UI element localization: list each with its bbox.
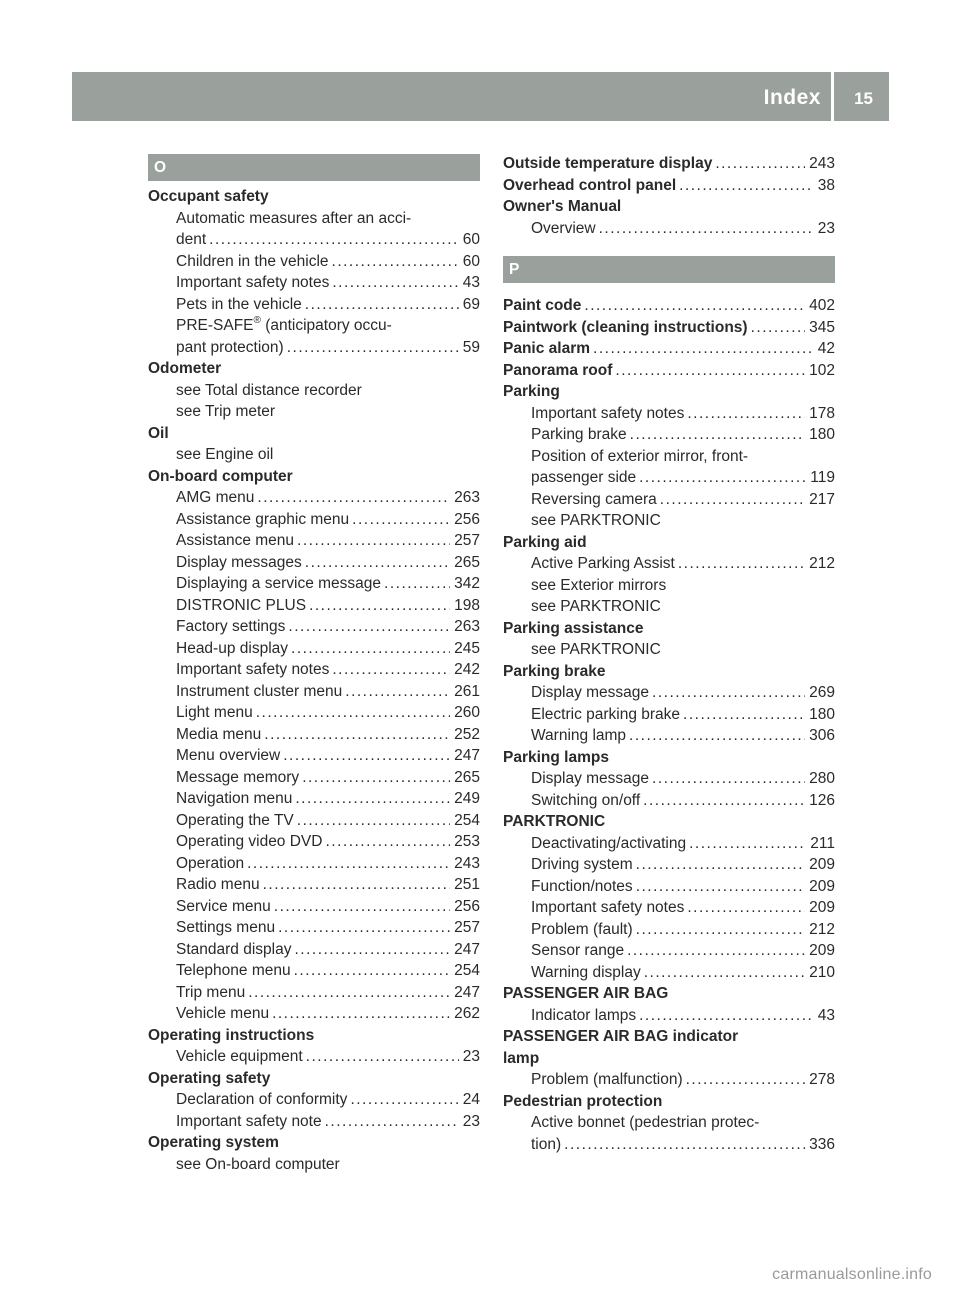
- index-subentry: Position of exterior mirror, front-: [531, 447, 749, 465]
- index-subentry: DISTRONIC PLUS ..... 198: [148, 595, 480, 617]
- page-ref: 247: [454, 940, 480, 958]
- index-heading: Overhead control panel ..... 38: [503, 175, 835, 197]
- index-subentry: passenger side ..... 119: [503, 467, 835, 489]
- page-ref: 209: [809, 856, 835, 873]
- index-subentry: Operating video DVD ..... 253: [148, 831, 480, 853]
- index-subentry: Assistance menu ..... 257: [148, 530, 480, 552]
- page-ref: 247: [454, 983, 480, 1001]
- index-subentry: Media menu ..... 252: [148, 724, 480, 746]
- index-subentry: Telephone menu ..... 254: [148, 960, 480, 982]
- page-ref: 262: [454, 1005, 480, 1022]
- page-header: [72, 72, 889, 121]
- index-subentry: Automatic measures after an acci-: [176, 209, 412, 227]
- page-ref: 254: [454, 962, 480, 979]
- index-column-left: [148, 154, 480, 1175]
- parking-brake-list: [503, 682, 835, 747]
- index-heading: Parking assistance: [503, 619, 644, 637]
- page-ref: 24: [462, 1091, 480, 1108]
- page-ref: 342: [454, 575, 480, 592]
- index-subentry: Important safety notes ..... 178: [503, 403, 835, 425]
- page-ref: 126: [809, 791, 835, 809]
- index-subentry: Vehicle menu ..... 262: [148, 1003, 480, 1025]
- index-heading: Paintwork (cleaning instructions) ..... 345: [503, 317, 835, 339]
- index-see-ref: see Exterior mirrors: [531, 576, 667, 594]
- watermark: carmanualsonline.info: [772, 1266, 932, 1283]
- page-ref: 43: [817, 1006, 835, 1024]
- page-ref: 209: [809, 877, 835, 895]
- header-divider: [831, 72, 834, 121]
- page-ref: 209: [809, 899, 835, 916]
- page-ref: 59: [462, 338, 480, 356]
- index-heading: Paint code ..... 402: [503, 295, 835, 317]
- index-heading: PARKTRONIC: [503, 813, 606, 830]
- page-ref: 263: [454, 489, 480, 506]
- index-heading: Occupant safety: [148, 188, 269, 205]
- index-subentry: Operation ..... 243: [148, 853, 480, 875]
- page-ref: 43: [462, 274, 480, 291]
- index-subentry: Indicator lamps ..... 43: [503, 1005, 835, 1027]
- page-ref: 212: [809, 920, 835, 938]
- page-ref: 345: [809, 318, 835, 336]
- index-subentry: Declaration of conformity ..... 24: [148, 1089, 480, 1111]
- page-ref: 402: [809, 297, 835, 314]
- page-ref: 256: [454, 897, 480, 915]
- index-see-ref: see Trip meter: [176, 403, 276, 420]
- page-ref: 257: [454, 532, 480, 549]
- page-ref: 42: [817, 340, 835, 357]
- index-subentry: Deactivating/activating ..... 211: [503, 833, 835, 855]
- index-see-ref: see PARKTRONIC: [531, 598, 661, 615]
- page-ref: 251: [454, 876, 480, 893]
- index-subentry: Trip menu ..... 247: [148, 982, 480, 1004]
- index-heading: Operating system: [148, 1134, 279, 1151]
- page-ref: 178: [809, 404, 835, 422]
- index-subentry: Service menu ..... 256: [148, 896, 480, 918]
- index-heading: Outside temperature display ..... 243: [503, 153, 835, 175]
- page-ref: 243: [454, 854, 480, 872]
- page-ref: 306: [809, 727, 835, 744]
- index-subentry: tion) ..... 336: [503, 1134, 835, 1156]
- index-subentry: Driving system ..... 209: [503, 854, 835, 876]
- section-letter-o: O: [148, 154, 480, 181]
- index-subentry: Menu overview ..... 247: [148, 745, 480, 767]
- page-ref: 60: [462, 252, 480, 270]
- index-subentry: Navigation menu ..... 249: [148, 788, 480, 810]
- index-see-ref: see Total distance recorder: [176, 381, 362, 399]
- parking-lamps-list: [503, 768, 835, 811]
- index-subentry: Active bonnet (pedestrian protec-: [531, 1114, 760, 1131]
- index-subentry: Important safety notes ..... 209: [503, 897, 835, 919]
- index-subentry: Function/notes ..... 209: [503, 876, 835, 898]
- index-heading: Pedestrian protection: [503, 1092, 663, 1110]
- page-ref: 198: [454, 596, 480, 614]
- index-heading: PASSENGER AIR BAG indicator: [503, 1028, 739, 1045]
- index-heading: Operating safety: [148, 1069, 271, 1087]
- index-heading: Panorama roof ..... 102: [503, 360, 835, 382]
- index-subentry: Children in the vehicle ..... 60: [148, 251, 480, 273]
- index-heading: Operating instructions: [148, 1026, 315, 1044]
- index-heading: Parking aid: [503, 533, 587, 551]
- page-ref: 102: [809, 361, 835, 379]
- page-number: 15: [854, 89, 873, 108]
- index-subentry: Active Parking Assist ..... 212: [503, 553, 835, 575]
- index-subentry: Warning lamp ..... 306: [503, 725, 835, 747]
- index-subentry: pant protection) ..... 59: [148, 337, 480, 359]
- page-ref: 212: [809, 555, 835, 572]
- page-ref: 261: [454, 682, 480, 700]
- index-heading: On-board computer: [148, 467, 293, 485]
- index-subentry: Parking brake ..... 180: [503, 424, 835, 446]
- index-see-ref: see PARKTRONIC: [531, 512, 661, 529]
- index-subentry: Assistance graphic menu ..... 256: [148, 509, 480, 531]
- page-ref: 119: [810, 469, 835, 486]
- index-subentry: PRE-SAFE® (anticipatory occu-: [176, 314, 392, 334]
- page-ref: 180: [809, 426, 835, 443]
- index-subentry: AMG menu ..... 263: [148, 487, 480, 509]
- page-ref: 253: [454, 833, 480, 850]
- index-subentry: Sensor range ..... 209: [503, 940, 835, 962]
- index-heading: PASSENGER AIR BAG: [503, 985, 669, 1002]
- index-subentry: Pets in the vehicle ..... 69: [148, 294, 480, 316]
- page-ref: 210: [809, 963, 835, 981]
- index-heading: Parking brake: [503, 662, 606, 680]
- index-subentry: Radio menu ..... 251: [148, 874, 480, 896]
- index-subentry: Problem (malfunction) ..... 278: [503, 1069, 835, 1091]
- index-subentry: Instrument cluster menu ..... 261: [148, 681, 480, 703]
- index-heading: lamp: [503, 1049, 540, 1067]
- index-subentry: Factory settings ..... 263: [148, 616, 480, 638]
- onboard-computer-list: [148, 487, 480, 1025]
- index-heading: Owner's Manual: [503, 198, 622, 215]
- index-subentry: Displaying a service message ..... 342: [148, 573, 480, 595]
- page-ref: 245: [454, 639, 480, 657]
- page-ref: 243: [809, 155, 835, 172]
- index-subentry: Display message ..... 269: [503, 682, 835, 704]
- index-subentry: Switching on/off ..... 126: [503, 790, 835, 812]
- index-subentry: Operating the TV ..... 254: [148, 810, 480, 832]
- parktronic-list: [503, 833, 835, 984]
- index-subentry: Important safety notes ..... 43: [148, 272, 480, 294]
- page-ref: 211: [810, 834, 835, 852]
- page-ref: 247: [454, 747, 480, 764]
- index-subentry: Display messages ..... 265: [148, 552, 480, 574]
- page-ref: 23: [817, 219, 835, 237]
- page-ref: 209: [809, 942, 835, 959]
- section-letter-p: P: [503, 256, 835, 283]
- index-subentry: Vehicle equipment ..... 23: [148, 1046, 480, 1068]
- index-subentry: Overview ..... 23: [503, 218, 835, 240]
- page-ref: 254: [454, 811, 480, 829]
- index-heading: Parking: [503, 383, 560, 400]
- index-column-right: [503, 153, 835, 1155]
- index-see-ref: see Engine oil: [176, 446, 274, 463]
- registered-mark: ®: [253, 314, 261, 326]
- index-heading: Odometer: [148, 360, 222, 377]
- page-ref: 269: [809, 684, 835, 701]
- page-ref: 256: [454, 510, 480, 528]
- page-ref: 278: [809, 1071, 835, 1088]
- index-subentry: Message memory ..... 265: [148, 767, 480, 789]
- page-ref: 23: [462, 1048, 480, 1065]
- index-subentry: Standard display ..... 247: [148, 939, 480, 961]
- index-subentry: Warning display ..... 210: [503, 962, 835, 984]
- index-heading: Oil: [148, 424, 169, 442]
- index-subentry: Reversing camera ..... 217: [503, 489, 835, 511]
- page-ref: 60: [462, 231, 480, 248]
- page-ref: 336: [809, 1135, 835, 1153]
- page-ref: 263: [454, 618, 480, 635]
- index-subentry: dent ..... 60: [148, 229, 480, 251]
- page-ref: 217: [809, 490, 835, 508]
- page-ref: 265: [454, 768, 480, 786]
- page-ref: 180: [809, 705, 835, 723]
- page-ref: 249: [454, 790, 480, 807]
- page-ref: 242: [454, 661, 480, 678]
- index-see-ref: see On-board computer: [176, 1155, 340, 1173]
- index-heading: Parking lamps: [503, 748, 609, 766]
- page-ref: 23: [462, 1112, 480, 1130]
- index-subentry: Settings menu ..... 257: [148, 917, 480, 939]
- page-ref: 252: [454, 725, 480, 743]
- index-see-ref: see PARKTRONIC: [531, 641, 661, 658]
- header-title: Index: [763, 86, 821, 109]
- index-subentry: Important safety note ..... 23: [148, 1111, 480, 1133]
- index-subentry: Light menu ..... 260: [148, 702, 480, 724]
- index-subentry: Problem (fault) ..... 212: [503, 919, 835, 941]
- index-subentry: Display message ..... 280: [503, 768, 835, 790]
- index-subentry: Important safety notes ..... 242: [148, 659, 480, 681]
- page-ref: 260: [454, 704, 480, 721]
- index-subentry: Electric parking brake ..... 180: [503, 704, 835, 726]
- page-ref: 38: [817, 176, 835, 194]
- index-heading: Panic alarm ..... 42: [503, 338, 835, 360]
- index-subentry: Head-up display ..... 245: [148, 638, 480, 660]
- page-ref: 280: [809, 770, 835, 787]
- page-ref: 69: [462, 295, 480, 313]
- page-ref: 265: [454, 553, 480, 571]
- page-ref: 257: [454, 919, 480, 936]
